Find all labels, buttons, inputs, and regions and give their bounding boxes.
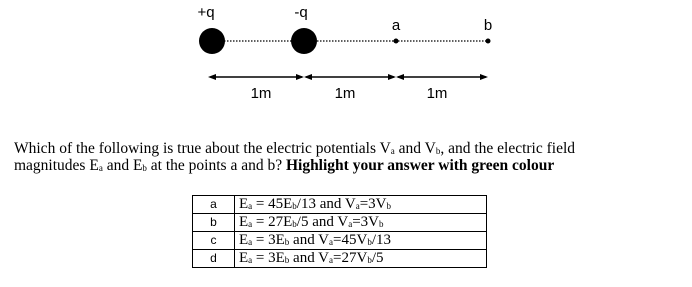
charge-negative: [291, 28, 317, 54]
subscript: a: [329, 255, 334, 265]
option-segment: =3V: [352, 214, 379, 230]
question-segment: and E: [102, 157, 143, 174]
question-segment: Which of the following is true about the electric potentials V: [14, 140, 391, 157]
subscript: b: [292, 219, 297, 229]
option-segment: and V: [289, 250, 330, 266]
subscript: a: [98, 163, 103, 173]
subscript: a: [348, 219, 353, 229]
question-segment: and V: [394, 140, 436, 157]
option-letter: a: [193, 196, 235, 214]
option-row-c[interactable]: [193, 232, 487, 250]
option-text: [235, 232, 487, 250]
point-a: [394, 39, 399, 44]
option-row-d[interactable]: [193, 250, 487, 268]
option-segment: E: [239, 214, 249, 230]
subscript: b: [292, 201, 297, 211]
subscript: b: [386, 201, 391, 211]
answer-options-table: [192, 195, 487, 268]
option-segment: = 3E: [252, 232, 285, 248]
subscript: b: [142, 163, 147, 173]
question-segment: magnitudes E: [14, 157, 99, 174]
option-row-a[interactable]: [193, 196, 487, 214]
option-segment: =3V: [359, 196, 387, 212]
question-segment: , and the electric field: [440, 140, 576, 157]
option-segment: =27V: [333, 250, 368, 266]
option-letter: b: [193, 214, 235, 232]
option-letter: d: [193, 250, 235, 268]
option-segment: = 27E: [252, 214, 293, 230]
option-segment: E: [239, 250, 249, 266]
option-segment: /13 and V: [296, 196, 356, 212]
option-text: [235, 250, 487, 268]
charge-negative-label: -q: [294, 4, 308, 21]
charge-positive: [199, 28, 225, 54]
subscript: a: [355, 201, 360, 211]
subscript: b: [284, 255, 290, 265]
distance-label-3: 1m: [426, 85, 448, 102]
subscript: a: [248, 237, 253, 247]
distance-arrow-1: [208, 74, 304, 80]
subscript: b: [284, 237, 290, 247]
subscript: b: [435, 146, 441, 156]
charge-diagram: [0, 0, 692, 120]
option-segment: /13: [371, 232, 391, 248]
subscript: b: [367, 255, 372, 265]
option-row-b[interactable]: [193, 214, 487, 232]
charge-positive-label: +q: [197, 4, 215, 21]
subscript: a: [390, 146, 395, 156]
option-text: [235, 214, 487, 232]
option-segment: = 3E: [252, 250, 285, 266]
point-b-label: b: [483, 17, 493, 34]
option-segment: and V: [289, 232, 330, 248]
option-segment: E: [239, 232, 249, 248]
option-segment: E: [239, 196, 249, 212]
subscript: a: [248, 219, 253, 229]
option-letter: c: [193, 232, 235, 250]
subscript: a: [248, 201, 253, 211]
question-line-1: [14, 140, 674, 157]
distance-arrow-3: [396, 74, 488, 80]
question-text: [14, 140, 674, 174]
distance-label-2: 1m: [334, 85, 356, 102]
point-b: [486, 39, 491, 44]
question-segment: at the points a and b?: [146, 157, 286, 174]
subscript: a: [329, 237, 334, 247]
distance-label-1: 1m: [250, 85, 272, 102]
subscript: b: [378, 219, 384, 229]
subscript: b: [367, 237, 372, 247]
option-segment: /5: [371, 250, 384, 266]
point-a-label: a: [391, 17, 401, 34]
option-text: [235, 196, 487, 214]
subscript: a: [248, 255, 253, 265]
distance-arrow-2: [304, 74, 396, 80]
option-segment: = 45E: [252, 196, 293, 212]
option-segment: =45V: [333, 232, 368, 248]
question-line-2: [14, 157, 674, 174]
instruction-text: Highlight your answer with green colour: [285, 157, 555, 174]
option-segment: /5 and V: [296, 214, 349, 230]
